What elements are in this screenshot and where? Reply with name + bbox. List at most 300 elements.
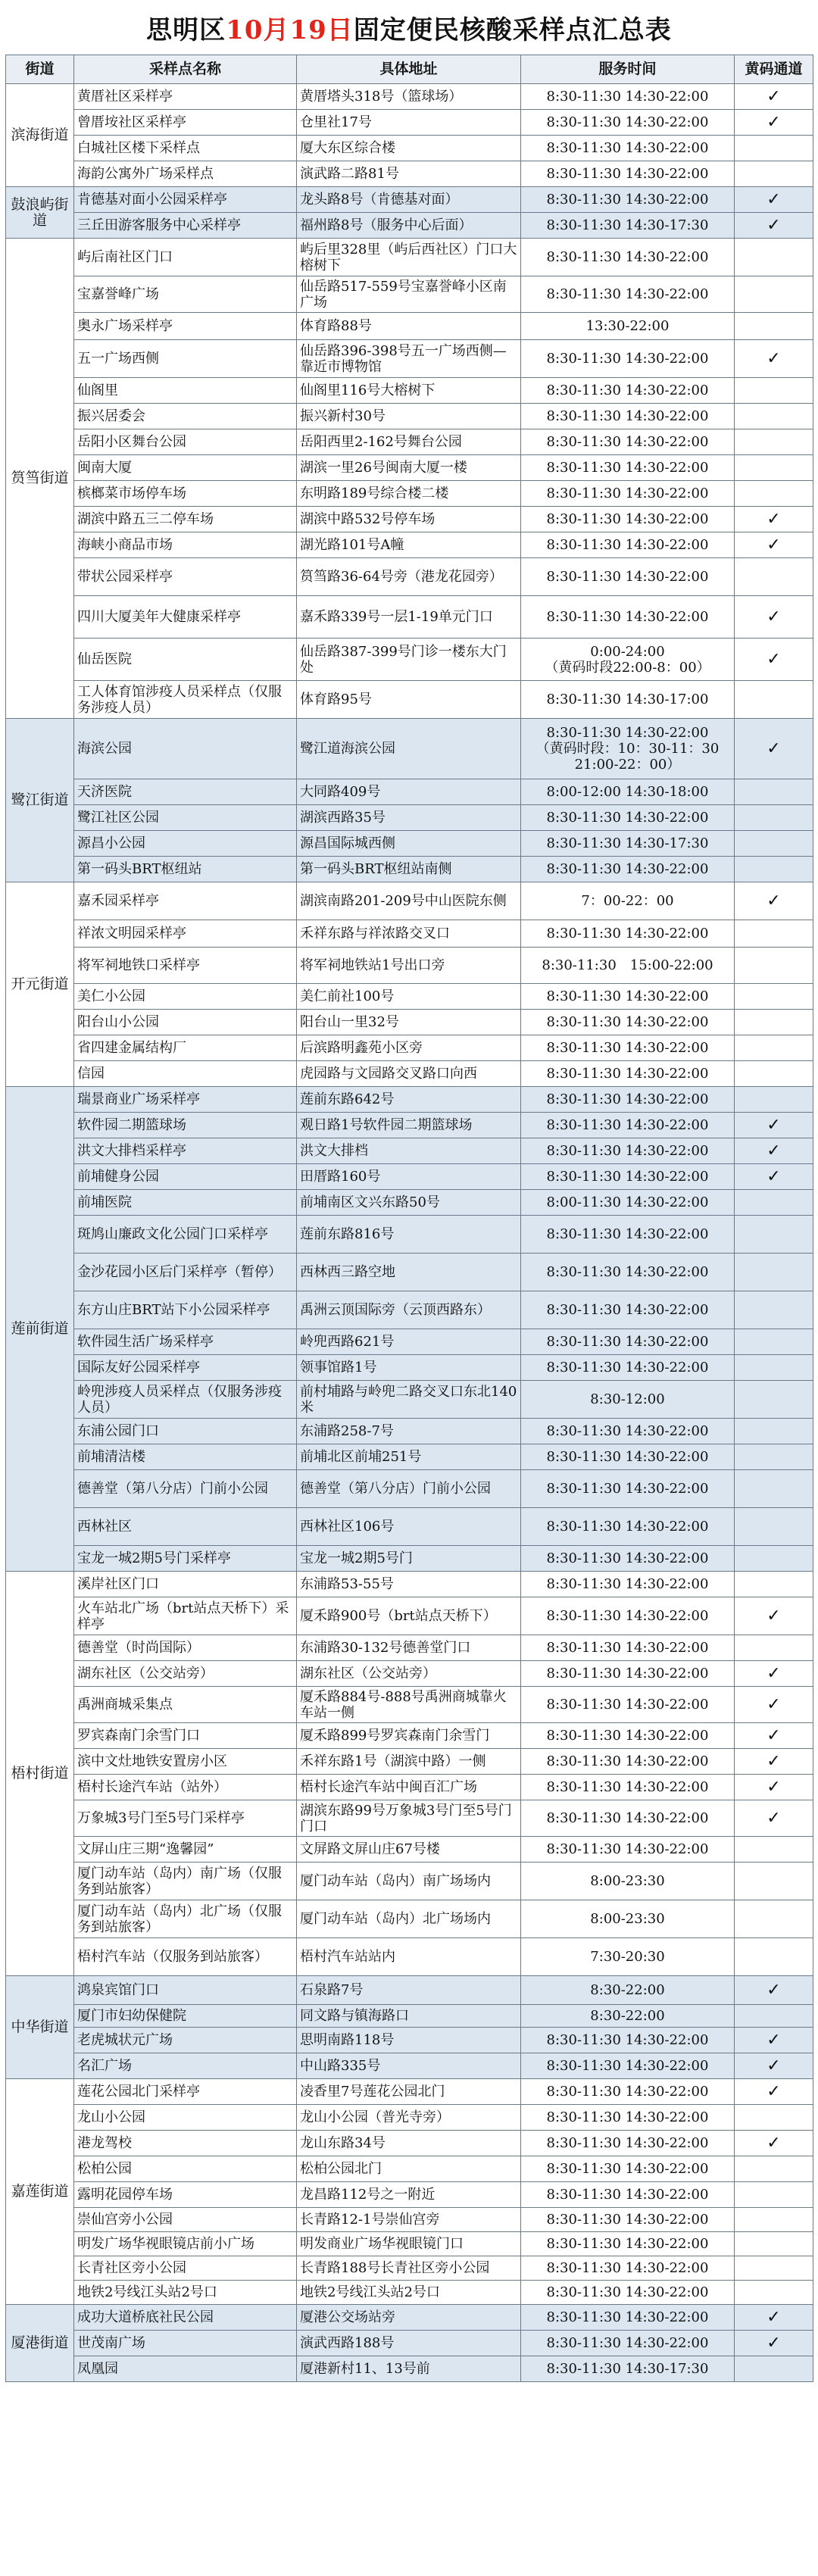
check-icon: ✓ — [766, 1141, 781, 1160]
yellow-code-cell — [735, 2232, 813, 2256]
service-time-cell: 8:30-11:30 14:30-22:00 — [521, 507, 735, 532]
check-icon: ✓ — [766, 891, 781, 910]
site-name-cell: 西林社区 — [74, 1508, 297, 1546]
site-name-cell: 四川大厦美年大健康采样亭 — [74, 596, 297, 639]
yellow-code-cell — [735, 2079, 813, 2105]
site-name-cell: 火车站北广场（brt站点天桥下）采样亭 — [74, 1597, 297, 1635]
site-name-cell: 港龙驾校 — [74, 2131, 297, 2156]
table-row — [6, 1863, 813, 1900]
site-name-cell: 名汇广场 — [74, 2053, 297, 2079]
site-name-cell: 斑鸠山廉政文化公园门口采样亭 — [74, 1216, 297, 1254]
address-cell: 观日路1号软件园二期篮球场 — [297, 1113, 521, 1138]
address-cell: 后滨路明鑫苑小区旁 — [297, 1035, 521, 1061]
check-icon: ✓ — [766, 2134, 781, 2153]
site-name-cell: 五一广场西侧 — [74, 340, 297, 378]
service-time-cell: 8:30-11:30 14:30-22:00 — [521, 378, 735, 404]
table-row — [6, 948, 813, 984]
address-cell: 湖东社区（公交站旁） — [297, 1661, 521, 1687]
site-name-cell: 源昌小公园 — [74, 831, 297, 857]
street-name-cell: 筼筜街道 — [6, 239, 74, 719]
table-row — [6, 1010, 813, 1035]
service-time-cell: 8:00-12:00 14:30-18:00 — [521, 779, 735, 805]
table-row — [6, 239, 813, 276]
service-time-cell: 8:30-11:30 14:30-22:00 — [521, 1749, 735, 1775]
address-cell: 思明南路118号 — [297, 2028, 521, 2053]
address-cell: 前埔南区文兴东路50号 — [297, 1190, 521, 1216]
service-time-cell: 8:30-11:30 14:30-22:00 — [521, 161, 735, 187]
check-icon: ✓ — [766, 2082, 781, 2101]
address-cell: 宝龙一城2期5号门 — [297, 1546, 521, 1572]
service-time-cell: 8:30-11:30 14:30-22:00 — [521, 1113, 735, 1138]
yellow-code-cell — [735, 857, 813, 882]
yellow-code-cell — [735, 239, 813, 276]
address-cell: 明发商业广场华视眼镜门口 — [297, 2232, 521, 2256]
address-cell: 厦港新村11、13号前 — [297, 2356, 521, 2382]
table-row — [6, 1938, 813, 1976]
yellow-code-cell — [735, 1254, 813, 1291]
table-row — [6, 481, 813, 507]
table-row — [6, 1061, 813, 1087]
site-name-cell: 凤凰园 — [74, 2356, 297, 2382]
yellow-code-cell — [735, 1900, 813, 1938]
site-name-cell: 海韵公寓外广场采样点 — [74, 161, 297, 187]
yellow-code-cell — [735, 340, 813, 378]
address-cell: 湖光路101号A幢 — [297, 532, 521, 558]
address-cell: 西林社区106号 — [297, 1508, 521, 1546]
service-time-cell: 8:30-11:30 14:30-22:00 （黄码时段：10：30-11：30 21:00-22：00） — [521, 719, 735, 779]
check-icon: ✓ — [766, 113, 781, 132]
yellow-code-cell — [735, 1381, 813, 1419]
table-header-row — [6, 55, 813, 84]
site-name-cell: 天济医院 — [74, 779, 297, 805]
service-time-cell: 8:30-11:30 14:30-22:00 — [521, 1800, 735, 1837]
table-row — [6, 378, 813, 404]
check-icon: ✓ — [766, 1167, 781, 1186]
table-row — [6, 1444, 813, 1470]
service-time-cell: 8:30-11:30 14:30-22:00 — [521, 2208, 735, 2232]
table-body — [6, 84, 813, 2382]
yellow-code-cell — [735, 1572, 813, 1597]
service-time-cell: 8:30-11:30 14:30-22:00 — [521, 1329, 735, 1355]
table-row — [6, 984, 813, 1010]
yellow-code-cell — [735, 1597, 813, 1635]
check-icon: ✓ — [766, 190, 781, 209]
site-name-cell: 带状公园采样亭 — [74, 558, 297, 596]
address-cell: 长青路12-1号崇仙宫旁 — [297, 2208, 521, 2232]
service-time-cell: 7:30-20:30 — [521, 1938, 735, 1976]
yellow-code-cell — [735, 481, 813, 507]
address-cell: 中山路335号 — [297, 2053, 521, 2079]
header-street: 街道 — [6, 55, 74, 84]
site-name-cell: 仙岳医院 — [74, 639, 297, 681]
yellow-code-cell — [735, 1546, 813, 1572]
yellow-code-cell — [735, 2005, 813, 2028]
address-cell: 阳台山一里32号 — [297, 1010, 521, 1035]
yellow-code-cell — [735, 1355, 813, 1381]
address-cell: 屿后里328里（屿后西社区）门口大榕树下 — [297, 239, 521, 276]
site-name-cell: 明发广场华视眼镜店前小广场 — [74, 2232, 297, 2256]
table-row — [6, 558, 813, 596]
site-name-cell: 成功大道桥底社民公园 — [74, 2305, 297, 2331]
table-row — [6, 213, 813, 239]
site-name-cell: 莲花公园北门采样亭 — [74, 2079, 297, 2105]
yellow-code-cell — [735, 2281, 813, 2305]
table-row — [6, 2305, 813, 2331]
address-cell: 前村埔路与岭兜二路交叉口东北140米 — [297, 1381, 521, 1419]
table-row — [6, 532, 813, 558]
service-time-cell: 8:30-11:30 14:30-22:00 — [521, 1661, 735, 1687]
table-row — [6, 681, 813, 719]
service-time-cell: 8:30-11:30 14:30-22:00 — [521, 1419, 735, 1444]
site-name-cell: 美仁小公园 — [74, 984, 297, 1010]
address-cell: 禹洲云顶国际旁（云顶西路东） — [297, 1291, 521, 1329]
yellow-code-cell — [735, 2256, 813, 2281]
site-name-cell: 地铁2号线江头站2号口 — [74, 2281, 297, 2305]
yellow-code-cell — [735, 1863, 813, 1900]
site-name-cell: 软件园二期篮球场 — [74, 1113, 297, 1138]
site-name-cell: 东方山庄BRT站下小公园采样亭 — [74, 1291, 297, 1329]
address-cell: 禾祥东路与祥浓路交叉口 — [297, 920, 521, 948]
table-row — [6, 2256, 813, 2281]
table-row — [6, 1190, 813, 1216]
service-time-cell: 8:30-11:30 14:30-22:00 — [521, 1035, 735, 1061]
yellow-code-cell — [735, 558, 813, 596]
site-name-cell: 宝嘉誉峰广场 — [74, 276, 297, 313]
site-name-cell: 梧村长途汽车站（站外） — [74, 1775, 297, 1800]
table-row — [6, 2079, 813, 2105]
site-name-cell: 罗宾森南门余雪门口 — [74, 1723, 297, 1749]
service-time-cell: 8:30-11:30 14:30-17:30 — [521, 831, 735, 857]
check-icon: ✓ — [766, 1752, 781, 1771]
site-name-cell: 滨中文灶地铁安置房小区 — [74, 1749, 297, 1775]
check-icon: ✓ — [766, 1778, 781, 1797]
yellow-code-cell — [735, 719, 813, 779]
table-row — [6, 136, 813, 161]
service-time-cell: 8:30-11:30 14:30-22:00 — [521, 481, 735, 507]
table-row — [6, 1329, 813, 1355]
service-time-cell: 8:30-11:30 14:30-22:00 — [521, 1837, 735, 1863]
address-cell: 演武西路188号 — [297, 2331, 521, 2356]
yellow-code-cell — [735, 920, 813, 948]
check-icon: ✓ — [766, 607, 781, 626]
site-name-cell: 老虎城状元广场 — [74, 2028, 297, 2053]
site-name-cell: 龙山小公园 — [74, 2105, 297, 2131]
table-row — [6, 161, 813, 187]
yellow-code-cell — [735, 1723, 813, 1749]
site-name-cell: 仙阁里 — [74, 378, 297, 404]
service-time-cell: 8:30-11:30 14:30-22:00 — [521, 1216, 735, 1254]
yellow-code-cell — [735, 2356, 813, 2382]
service-time-cell: 8:30-11:30 14:30-22:00 — [521, 404, 735, 429]
address-cell: 东浦路53-55号 — [297, 1572, 521, 1597]
yellow-code-cell — [735, 1749, 813, 1775]
service-time-cell: 8:30-11:30 14:30-22:00 — [521, 2331, 735, 2356]
service-time-cell: 8:30-12:00 — [521, 1381, 735, 1419]
site-name-cell: 德善堂（时尚国际） — [74, 1635, 297, 1661]
table-row — [6, 1635, 813, 1661]
service-time-cell: 8:30-11:30 14:30-22:00 — [521, 1597, 735, 1635]
yellow-code-cell — [735, 2131, 813, 2156]
yellow-code-cell — [735, 1010, 813, 1035]
street-name-cell: 鼓浪屿街道 — [6, 187, 74, 239]
address-cell: 龙山东路34号 — [297, 2131, 521, 2156]
yellow-code-cell — [735, 1291, 813, 1329]
table-row — [6, 429, 813, 455]
service-time-cell: 13:30-22:00 — [521, 313, 735, 340]
address-cell: 长青路188号长青社区旁小公园 — [297, 2256, 521, 2281]
title-date: 10月19日 — [226, 14, 354, 45]
service-time-cell: 8:30-11:30 14:30-22:00 — [521, 1470, 735, 1508]
yellow-code-cell — [735, 2182, 813, 2208]
service-time-cell: 8:00-23:30 — [521, 1900, 735, 1938]
table-row — [6, 1381, 813, 1419]
service-time-cell: 8:30-11:30 14:30-22:00 — [521, 340, 735, 378]
check-icon: ✓ — [766, 1664, 781, 1683]
table-row — [6, 2105, 813, 2131]
site-name-cell: 德善堂（第八分店）门前小公园 — [74, 1470, 297, 1508]
address-cell: 湖滨西路35号 — [297, 805, 521, 831]
header-site-name: 采样点名称 — [74, 55, 297, 84]
yellow-code-cell — [735, 681, 813, 719]
address-cell: 嘉禾路339号一层1-19单元门口 — [297, 596, 521, 639]
page-title — [5, 0, 813, 55]
service-time-cell: 8:30-11:30 14:30-22:00 — [521, 1546, 735, 1572]
yellow-code-cell — [735, 2305, 813, 2331]
service-time-cell: 7：00-22：00 — [521, 882, 735, 920]
table-row — [6, 2028, 813, 2053]
table-row — [6, 276, 813, 313]
check-icon: ✓ — [766, 2056, 781, 2075]
service-time-cell: 8:30-11:30 14:30-22:00 — [521, 2182, 735, 2208]
site-name-cell: 梧村汽车站（仅服务到站旅客） — [74, 1938, 297, 1976]
street-name-cell: 嘉莲街道 — [6, 2079, 74, 2305]
site-name-cell: 宝龙一城2期5号门采样亭 — [74, 1546, 297, 1572]
table-row — [6, 857, 813, 882]
site-name-cell: 湖滨中路五三二停车场 — [74, 507, 297, 532]
yellow-code-cell — [735, 213, 813, 239]
site-name-cell: 软件园生活广场采样亭 — [74, 1329, 297, 1355]
header-yellow-code: 黄码通道 — [735, 55, 813, 84]
site-name-cell: 国际友好公园采样亭 — [74, 1355, 297, 1381]
yellow-code-cell — [735, 455, 813, 481]
address-cell: 鹭江道海滨公园 — [297, 719, 521, 779]
site-name-cell: 肯德基对面小公园采样亭 — [74, 187, 297, 213]
service-time-cell: 8:30-11:30 14:30-17:30 — [521, 2356, 735, 2382]
check-icon: ✓ — [766, 87, 781, 106]
service-time-cell: 8:30-11:30 14:30-22:00 — [521, 920, 735, 948]
table-row — [6, 639, 813, 681]
service-time-cell: 8:30-11:30 14:30-22:00 — [521, 2305, 735, 2331]
check-icon: ✓ — [766, 1606, 781, 1625]
address-cell: 仙岳路387-399号门诊一楼东大门处 — [297, 639, 521, 681]
address-cell: 演武路二路81号 — [297, 161, 521, 187]
site-name-cell: 省四建金属结构厂 — [74, 1035, 297, 1061]
street-name-cell: 梧村街道 — [6, 1572, 74, 1976]
service-time-cell: 8:30-11:30 14:30-22:00 — [521, 2281, 735, 2305]
service-time-cell: 8:30-11:30 14:30-22:00 — [521, 558, 735, 596]
service-time-cell: 8:30-11:30 14:30-22:00 — [521, 1355, 735, 1381]
service-time-cell: 8:30-11:30 14:30-22:00 — [521, 2053, 735, 2079]
yellow-code-cell — [735, 882, 813, 920]
site-name-cell: 文屏山庄三期“逸馨园” — [74, 1837, 297, 1863]
address-cell: 地铁2号线江头站2号口 — [297, 2281, 521, 2305]
service-time-cell: 8:30-11:30 14:30-22:00 — [521, 805, 735, 831]
address-cell: 仙岳路517-559号宝嘉誉峰小区南广场 — [297, 276, 521, 313]
sampling-points-table — [5, 55, 813, 2382]
table-row — [6, 404, 813, 429]
address-cell: 前埔北区前埔251号 — [297, 1444, 521, 1470]
service-time-cell: 8:30-11:30 14:30-22:00 — [521, 2232, 735, 2256]
address-cell: 体育路88号 — [297, 313, 521, 340]
check-icon: ✓ — [766, 2308, 781, 2327]
yellow-code-cell — [735, 2331, 813, 2356]
yellow-code-cell — [735, 2105, 813, 2131]
site-name-cell: 崇仙宫旁小公园 — [74, 2208, 297, 2232]
site-name-cell: 金沙花园小区后门采样亭（暂停） — [74, 1254, 297, 1291]
yellow-code-cell — [735, 187, 813, 213]
yellow-code-cell — [735, 1508, 813, 1546]
yellow-code-cell — [735, 84, 813, 110]
service-time-cell: 8:30-11:30 14:30-22:00 — [521, 455, 735, 481]
service-time-cell: 8:30-11:30 14:30-22:00 — [521, 1635, 735, 1661]
yellow-code-cell — [735, 1800, 813, 1837]
yellow-code-cell — [735, 1775, 813, 1800]
service-time-cell: 8:30-11:30 14:30-22:00 — [521, 596, 735, 639]
table-row — [6, 1113, 813, 1138]
yellow-code-cell — [735, 779, 813, 805]
yellow-code-cell — [735, 1164, 813, 1190]
table-row — [6, 805, 813, 831]
site-name-cell: 第一码头BRT枢纽站 — [74, 857, 297, 882]
yellow-code-cell — [735, 378, 813, 404]
title-prefix: 思明区 — [146, 14, 226, 45]
service-time-cell: 8:30-11:30 14:30-22:00 — [521, 84, 735, 110]
address-cell: 厦大东区综合楼 — [297, 136, 521, 161]
table-row — [6, 779, 813, 805]
check-icon: ✓ — [766, 1981, 781, 2000]
yellow-code-cell — [735, 1837, 813, 1863]
yellow-code-cell — [735, 1938, 813, 1976]
service-time-cell: 8:30-11:30 14:30-22:00 — [521, 2028, 735, 2053]
check-icon: ✓ — [766, 216, 781, 235]
table-row — [6, 831, 813, 857]
site-name-cell: 松柏公园 — [74, 2156, 297, 2182]
service-time-cell: 8:30-11:30 14:30-22:00 — [521, 1254, 735, 1291]
table-row — [6, 596, 813, 639]
yellow-code-cell — [735, 1138, 813, 1164]
site-name-cell: 前埔健身公园 — [74, 1164, 297, 1190]
table-row — [6, 1138, 813, 1164]
address-cell: 松柏公园北门 — [297, 2156, 521, 2182]
site-name-cell: 禹洲商城采集点 — [74, 1687, 297, 1723]
table-row — [6, 2053, 813, 2079]
site-name-cell: 前埔清洁楼 — [74, 1444, 297, 1470]
site-name-cell: 将军祠地铁口采样亭 — [74, 948, 297, 984]
site-name-cell: 长青社区旁小公园 — [74, 2256, 297, 2281]
address-cell: 厦禾路899号罗宾森南门余雪门 — [297, 1723, 521, 1749]
yellow-code-cell — [735, 1087, 813, 1113]
address-cell: 湖滨东路99号万象城3号门至5号门门口 — [297, 1800, 521, 1837]
table-row — [6, 1800, 813, 1837]
table-row — [6, 1546, 813, 1572]
site-name-cell: 振兴居委会 — [74, 404, 297, 429]
check-icon: ✓ — [766, 2334, 781, 2353]
service-time-cell: 8:30-11:30 14:30-22:00 — [521, 1444, 735, 1470]
site-name-cell: 鹭江社区公园 — [74, 805, 297, 831]
table-row — [6, 84, 813, 110]
address-cell: 厦门动车站（岛内）北广场场内 — [297, 1900, 521, 1938]
address-cell: 仙岳路396-398号五一广场西侧—靠近市博物馆 — [297, 340, 521, 378]
address-cell: 西林西三路空地 — [297, 1254, 521, 1291]
service-time-cell: 8:30-11:30 14:30-22:00 — [521, 110, 735, 136]
table-row — [6, 313, 813, 340]
address-cell: 梧村汽车站站内 — [297, 1938, 521, 1976]
address-cell: 梧村长途汽车站中闽百汇广场 — [297, 1775, 521, 1800]
service-time-cell: 0:00-24:00 （黄码时段22:00-8：00） — [521, 639, 735, 681]
yellow-code-cell — [735, 136, 813, 161]
address-cell: 大同路409号 — [297, 779, 521, 805]
service-time-cell: 8:30-11:30 14:30-22:00 — [521, 187, 735, 213]
yellow-code-cell — [735, 1113, 813, 1138]
service-time-cell: 8:30-11:30 14:30-22:00 — [521, 1775, 735, 1800]
site-name-cell: 槟榔菜市场停车场 — [74, 481, 297, 507]
table-row — [6, 1900, 813, 1938]
service-time-cell: 8:30-11:30 14:30-22:00 — [521, 1010, 735, 1035]
header-address: 具体地址 — [297, 55, 521, 84]
address-cell: 体育路95号 — [297, 681, 521, 719]
address-cell: 莲前东路642号 — [297, 1087, 521, 1113]
table-row — [6, 1087, 813, 1113]
street-name-cell: 中华街道 — [6, 1976, 74, 2079]
service-time-cell: 8:00-11:30 14:30-22:00 — [521, 1190, 735, 1216]
address-cell: 田厝路160号 — [297, 1164, 521, 1190]
service-time-cell: 8:30-11:30 14:30-22:00 — [521, 1508, 735, 1546]
yellow-code-cell — [735, 1661, 813, 1687]
address-cell: 同文路与镇海路口 — [297, 2005, 521, 2028]
yellow-code-cell — [735, 1635, 813, 1661]
table-row — [6, 1661, 813, 1687]
yellow-code-cell — [735, 2208, 813, 2232]
check-icon: ✓ — [766, 650, 781, 669]
address-cell: 禾祥东路1号（湖滨中路）一侧 — [297, 1749, 521, 1775]
site-name-cell: 白城社区楼下采样点 — [74, 136, 297, 161]
service-time-cell: 8:30-11:30 14:30-22:00 — [521, 136, 735, 161]
table-row — [6, 1254, 813, 1291]
yellow-code-cell — [735, 161, 813, 187]
site-name-cell: 奥永广场采样亭 — [74, 313, 297, 340]
check-icon: ✓ — [766, 1809, 781, 1828]
yellow-code-cell — [735, 110, 813, 136]
address-cell: 领事馆路1号 — [297, 1355, 521, 1381]
table-row — [6, 719, 813, 779]
service-time-cell: 8:00-23:30 — [521, 1863, 735, 1900]
yellow-code-cell — [735, 2156, 813, 2182]
table-row — [6, 2131, 813, 2156]
yellow-code-cell — [735, 429, 813, 455]
street-name-cell: 厦港街道 — [6, 2305, 74, 2382]
yellow-code-cell — [735, 507, 813, 532]
yellow-code-cell — [735, 1444, 813, 1470]
service-time-cell: 8:30-11:30 15:00-22:00 — [521, 948, 735, 984]
table-row — [6, 187, 813, 213]
site-name-cell: 阳台山小公园 — [74, 1010, 297, 1035]
street-name-cell: 滨海街道 — [6, 84, 74, 187]
title-suffix: 固定便民核酸采样点汇总表 — [353, 14, 672, 45]
site-name-cell: 厦门动车站（岛内）南广场（仅服务到站旅客） — [74, 1863, 297, 1900]
table-row — [6, 1572, 813, 1597]
table-row — [6, 2208, 813, 2232]
table-row — [6, 455, 813, 481]
